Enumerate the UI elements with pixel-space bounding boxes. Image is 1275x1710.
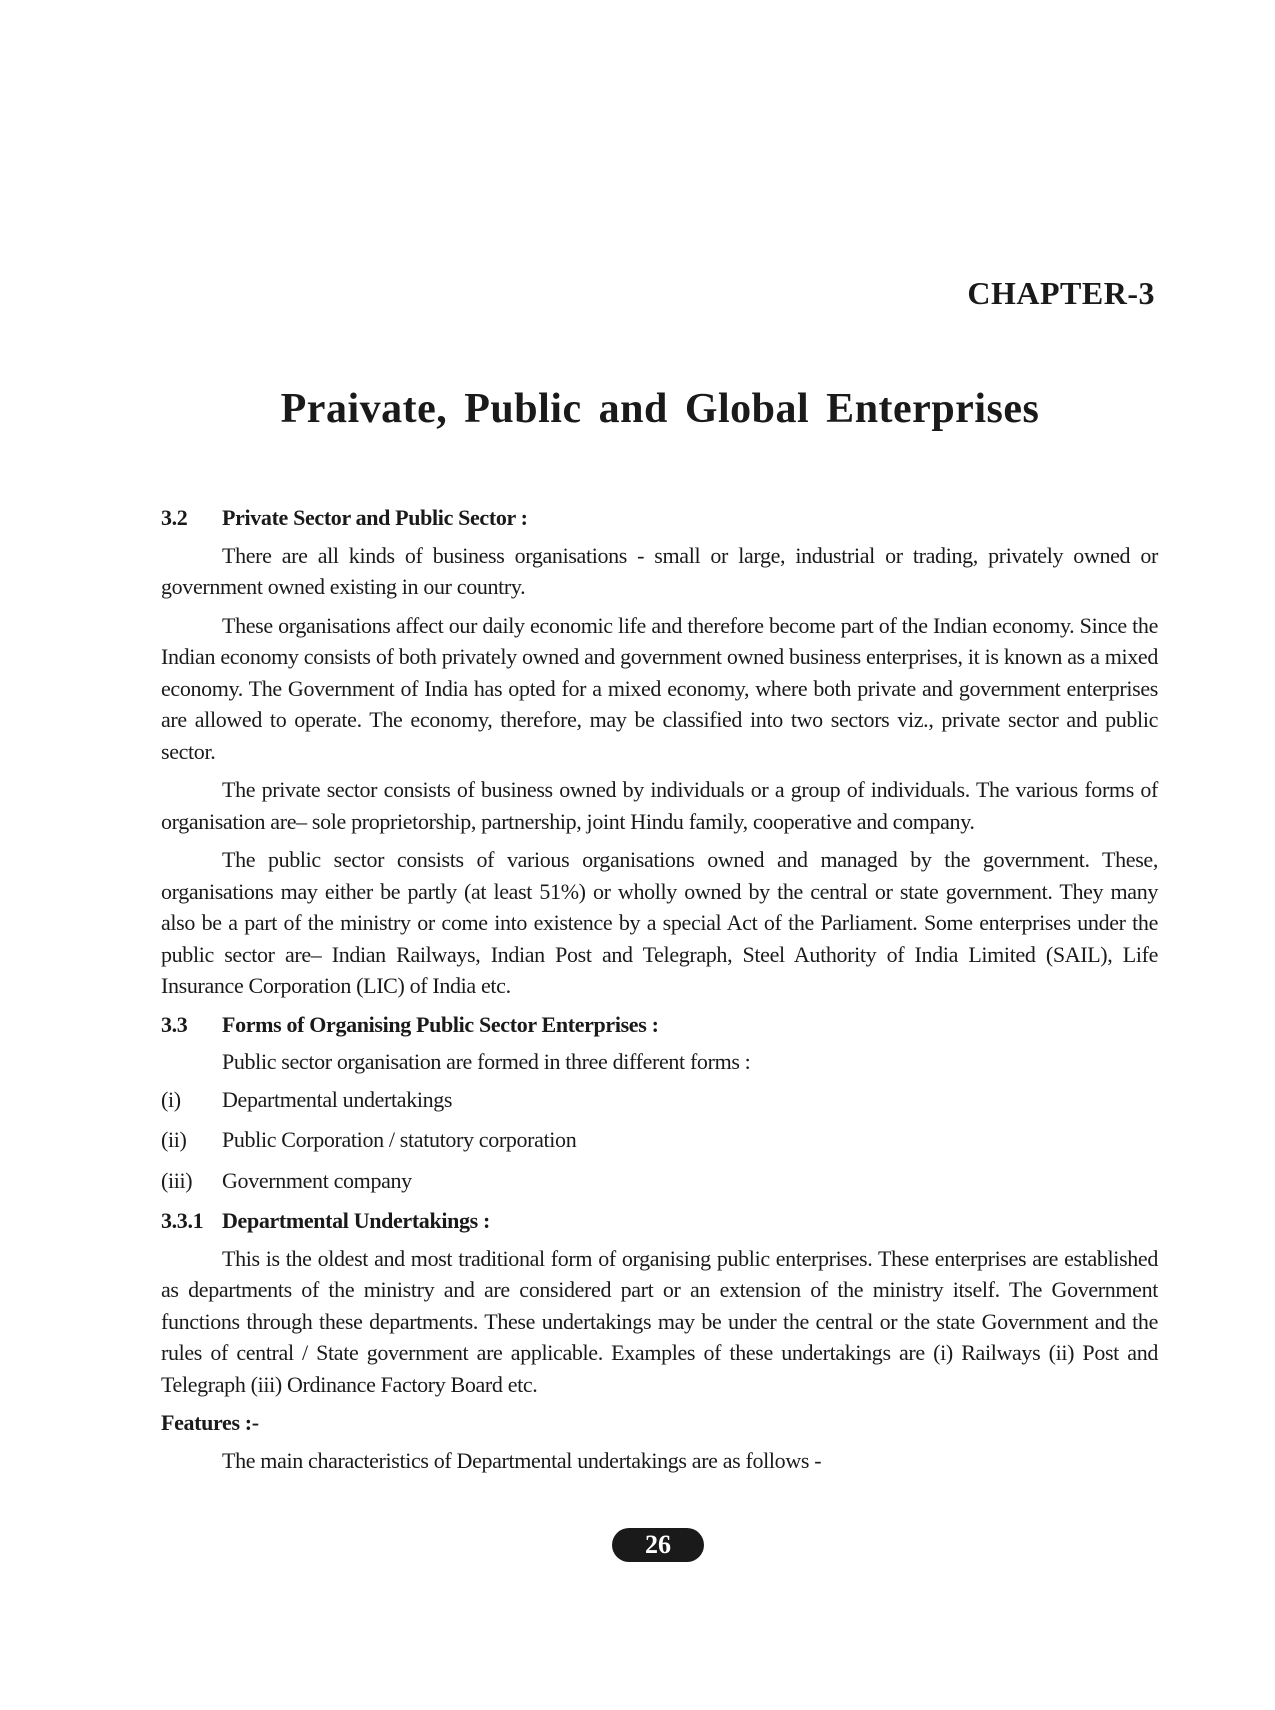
section-title: Forms of Organising Public Sector Enterprises : [222,1011,659,1037]
list-item [161,1124,1158,1156]
paragraph: The private sector consists of business owned by individuals or a group of individuals. The various forms of organisation are– sole proprietorship, partnership, joint Hindu family, cooperative and company. [161,777,1158,834]
list-marker: (iii) [161,1167,193,1193]
list-marker: (ii) [161,1127,187,1152]
chapter-title: Praivate, Public and Global Enterprises [280,386,1040,432]
body-content [161,502,1158,1482]
paragraph: Public sector organisation are formed in three different forms : [222,1049,751,1074]
list-item-text: Departmental undertakings [222,1086,453,1112]
list-item-text: Public Corporation / statutory corporation [222,1127,577,1152]
section-title: Private Sector and Public Sector : [222,505,528,530]
section-title: Departmental Undertakings : [222,1208,490,1233]
section-heading-3-2 [161,502,1158,534]
section-number: 3.3 [161,1011,188,1037]
paragraph: This is the oldest and most traditional form of organising public enterprises. These enterprises are established as departments of the ministry and are considered part or an extension of the ministry itself. The Government functions through these departments. These undertakings may be under the central or the state Government and the rules of central / State government are applicable. Examples of these undertakings are (i) Railways (ii) Post and Telegraph (iii) Ordinance Factory Board etc. [161,1245,1158,1397]
list-item-text: Government company [222,1167,412,1193]
list-marker: (i) [161,1086,181,1112]
list-item [161,1165,1158,1197]
paragraph: The main characteristics of Departmental undertakings are as follows - [222,1447,822,1473]
features-heading: Features :- [161,1410,259,1435]
section-number: 3.3.1 [161,1208,204,1233]
section-number: 3.2 [161,505,188,530]
paragraph: There are all kinds of business organisations - small or large, industrial or trading, privately owned or government owned existing in our country. [161,542,1158,599]
paragraph: These organisations affect our daily economic life and therefore become part of the Indian economy. Since the Indian economy consists of both privately owned and government owned business enterprises, it is known as a mixed economy. The Government of India has opted for a mixed economy, where both private and government enterprises are allowed to operate. The economy, therefore, may be classified into two sectors viz., private sector and public sector. [161,612,1158,764]
paragraph: The public sector consists of various organisations owned and managed by the government. These, organisations may either be partly (at least 51%) or wholly owned by the central or state government. They many also be a part of the ministry or come into existence by a special Act of the Parliament. Some enterprises under the public sector are– Indian Railways, Indian Post and Telegraph, Steel Authority of India Limited (SAIL), Life Insurance Corporation (LIC) of India etc. [161,847,1158,998]
section-heading-3-3-1 [161,1205,1158,1237]
chapter-label: CHAPTER-3 [967,275,1155,311]
page-number-badge: 26 [612,1528,704,1562]
list-item [161,1084,1158,1116]
section-heading-3-3 [161,1009,1158,1041]
